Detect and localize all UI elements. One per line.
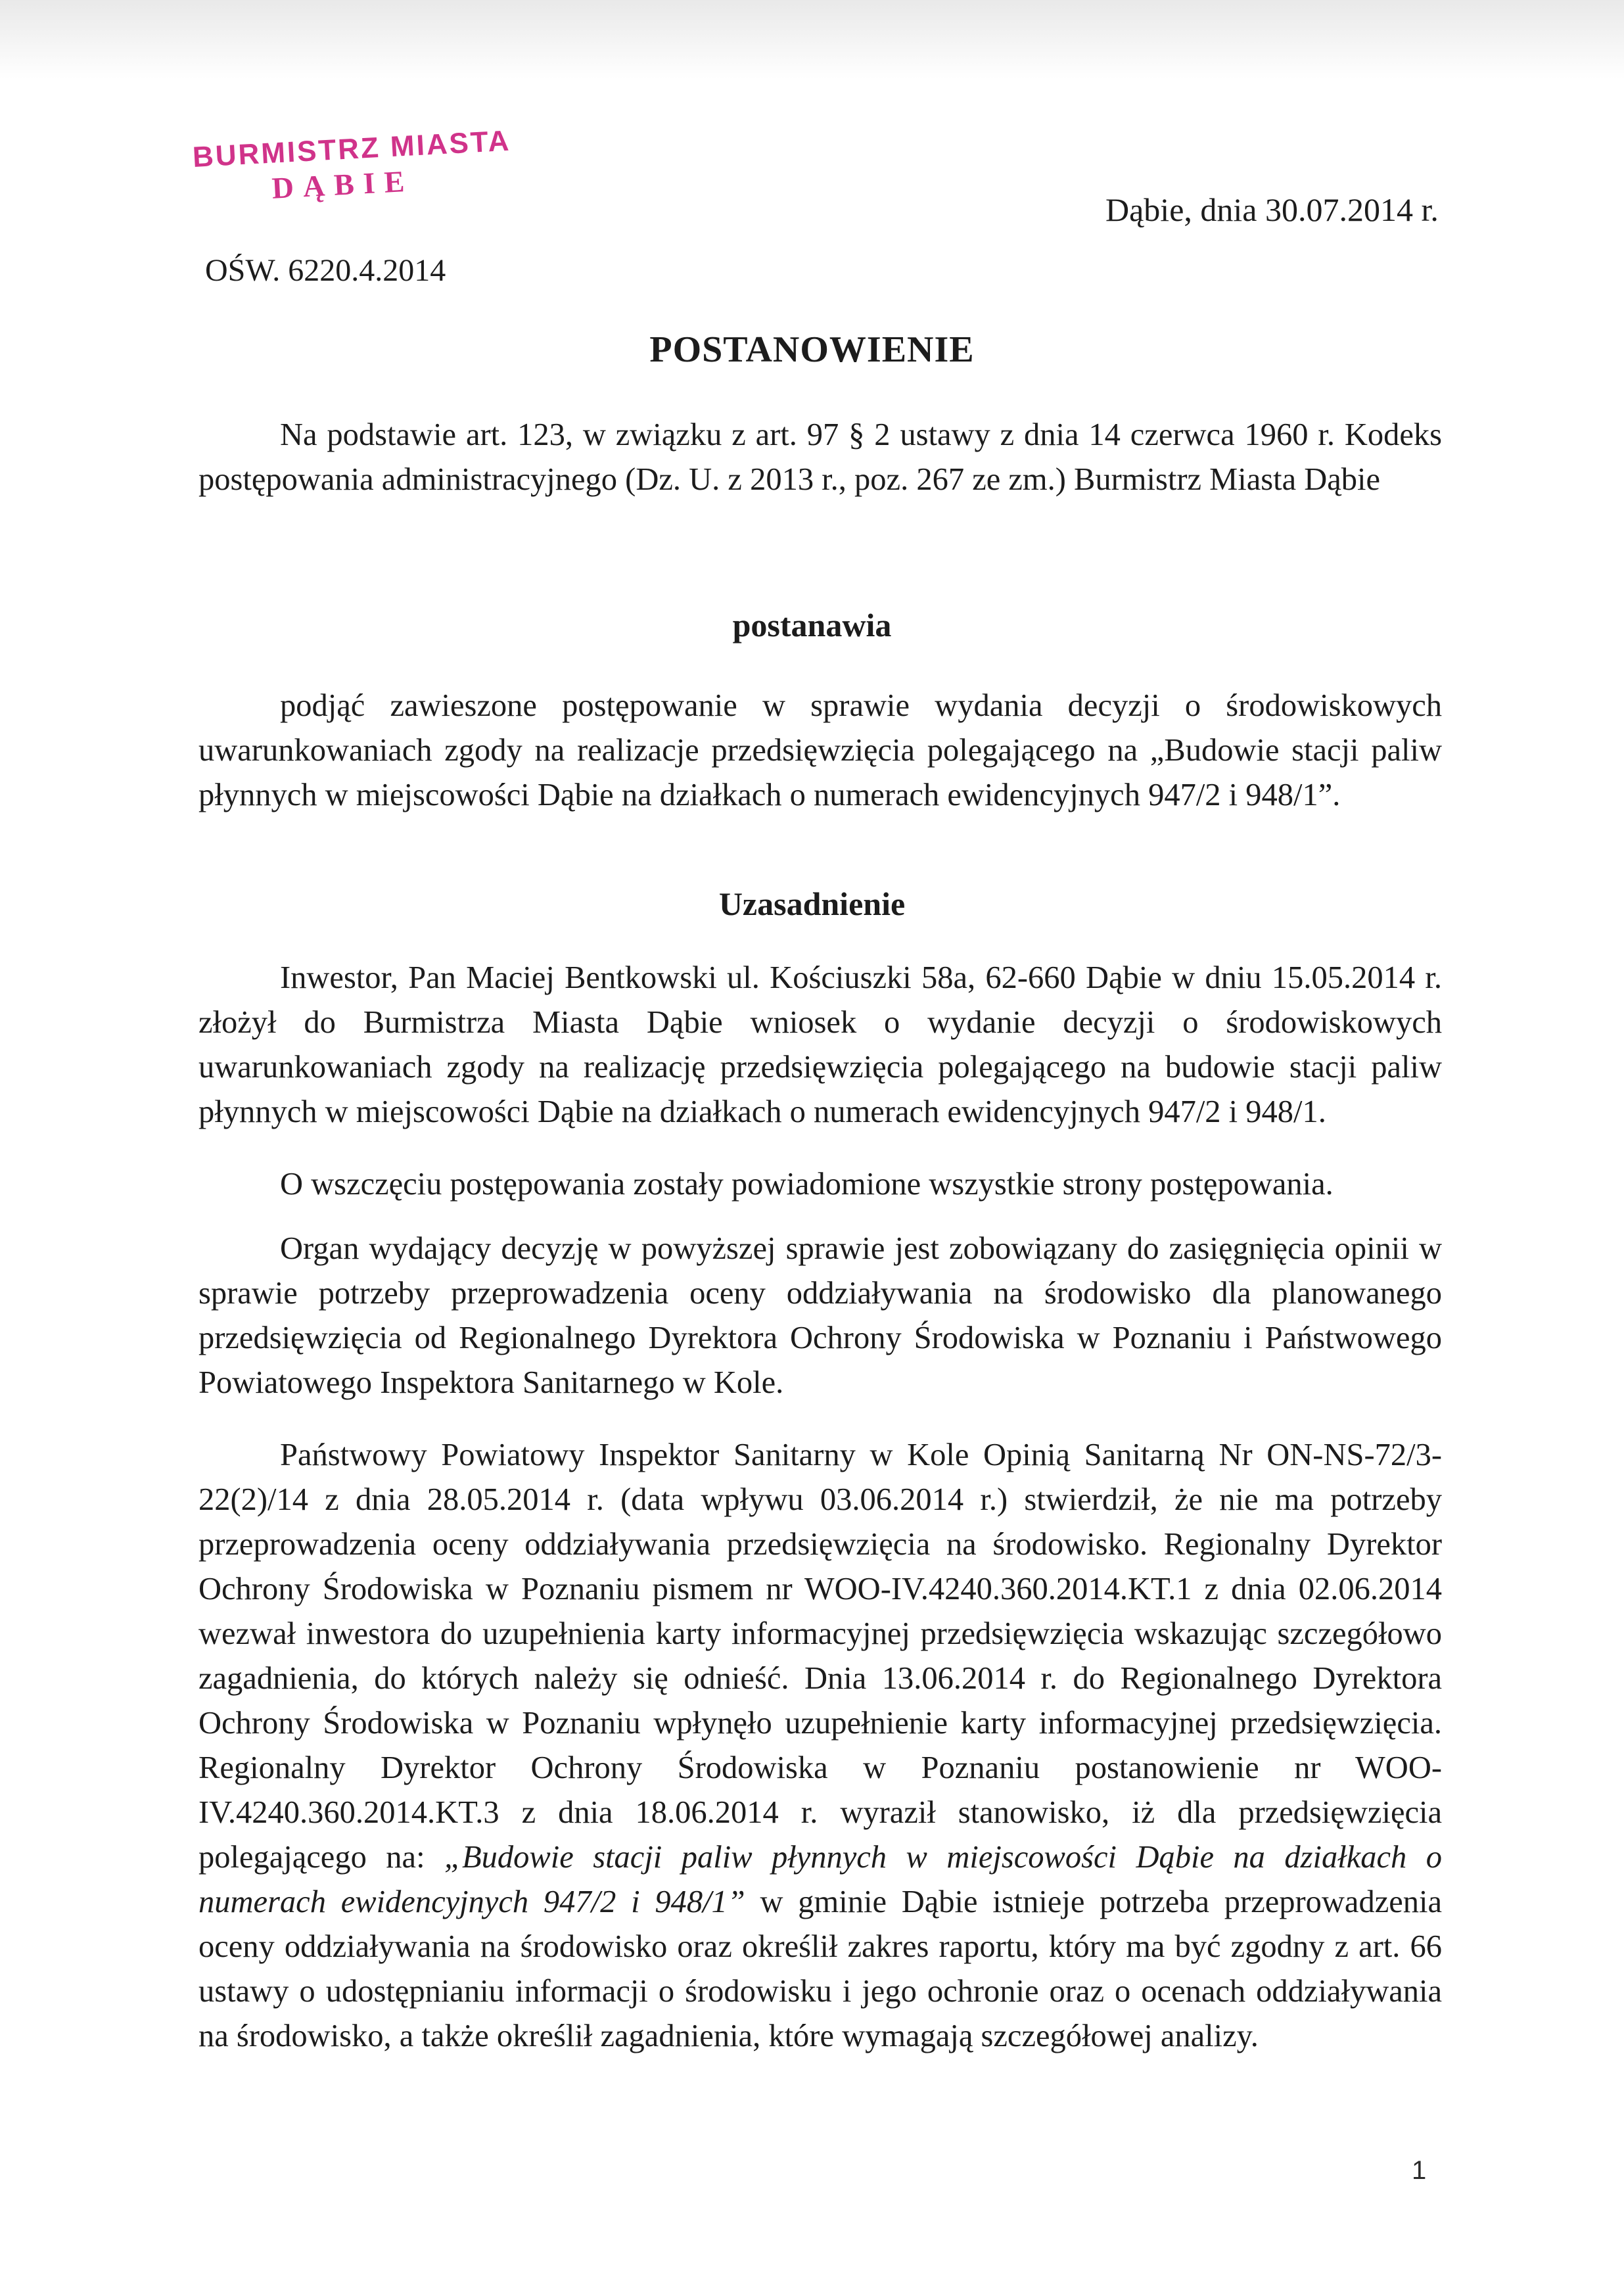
project-name-quote: „Budowie stacji paliw płynnych w miejscowości Dąbie na działkach o numerach ewidencyjnych 947/2 i 948/1”: [198, 1840, 1442, 1919]
decision-text: podjąć zawieszone postępowanie w sprawie wydania decyzji o środowiskowych uwarunkowaniach zgody na realizacje przedsięwzięcia polegającego na „Budowie stacji paliw płynnych w miejscowości Dąbie na działkach o numerach ewidencyjnych 947/2 i 948/1”.: [198, 688, 1442, 812]
decision-heading: postanawia: [732, 607, 892, 644]
intro-paragraph: [198, 413, 1442, 502]
paragraph-4-text-end: w gminie Dąbie istnieje potrzeba przeprowadzenia oceny oddziaływania na środowisko oraz określił zakres raportu, który ma być zgodny z art. 66 ustawy o udostępnianiu informacji o środowisku i jego ochronie oraz o ocenach oddziaływania na środowisko, a także określił zagadnienia, które wymagają szczegółowej analizy.: [198, 1885, 1443, 2053]
intro-text: Na podstawie art. 123, w związku z art. 97 § 2 ustawy z dnia 14 czerwca 1960 r. Kodeks postępowania administracyjnego (Dz. U. z 2013 r., poz. 267 ze zm.) Burmistrz Miasta Dąbie: [198, 417, 1442, 497]
justification-text-1: Inwestor, Pan Maciej Bentkowski ul. Kościuszki 58a, 62-660 Dąbie w dniu 15.05.2014 r. złożył do Burmistrza Miasta Dąbie wniosek o wydanie decyzji o środowiskowych uwarunkowaniach zgody na realizację przedsięwzięcia polegającego na budowie stacji paliw płynnych w miejscowości Dąbie na działkach o numerach ewidencyjnych 947/2 i 948/1.: [198, 960, 1442, 1129]
justification-paragraph-3: [198, 1227, 1442, 1405]
justification-paragraph-4: [198, 1433, 1442, 2059]
scan-edge: [0, 0, 1624, 79]
justification-text-3: Organ wydający decyzję w powyższej sprawie jest zobowiązany do zasięgnięcia opinii w sprawie potrzeby przeprowadzenia oceny oddziaływania na środowisko dla planowanego przedsięwzięcia od Regionalnego Dyrektora Ochrony Środowiska w Poznaniu i Państwowego Powiatowego Inspektora Sanitarnego w Kole.: [198, 1231, 1442, 1400]
document-date: Dąbie, dnia 30.07.2014 r.: [1105, 191, 1439, 228]
office-stamp: [191, 124, 513, 208]
paragraph-4-text-start: Państwowy Powiatowy Inspektor Sanitarny w Kole Opinią Sanitarną Nr ON-NS-72/3-22(2)/14 z dnia 28.05.2014 r. (data wpływu 03.06.2014 r.) stwierdził, że nie ma potrzeby przeprowadzenia oceny oddziaływania przedsięwzięcia na środowisko. Regionalny Dyrektor Ochrony Środowiska w Poznaniu pismem nr WOO-IV.4240.360.2014.KT.1 z dnia 02.06.2014 wezwał inwestora do uzupełnienia karty informacyjnej przedsięwzięcia wskazując szczegółowo zagadnienia, do których należy się odnieść. Dnia 13.06.2014 r. do Regionalnego Dyrektora Ochrony Środowiska w Poznaniu wpłynęło uzupełnienie karty informacyjnej przedsięwzięcia. Regionalny Dyrektor Ochrony Środowiska w Poznaniu postanowienie nr WOO-IV.4240.360.2014.KT.3 z dnia 18.06.2014 r. wyraził stanowisko, iż dla przedsięwzięcia polegającego na:: [198, 1438, 1442, 1875]
document-title: POSTANOWIENIE: [649, 329, 975, 370]
justification-paragraph-1: [198, 956, 1442, 1135]
stamp-line-2: DĄBIE: [271, 164, 415, 205]
stamp-line-1: BURMISTRZ MIASTA: [191, 124, 512, 174]
justification-text-2: O wszczęciu postępowania zostały powiadomione wszystkie strony postępowania.: [280, 1167, 1334, 1202]
page-number: 1: [1412, 2156, 1427, 2185]
reference-number: OŚW. 6220.4.2014: [205, 253, 446, 288]
justification-heading: Uzasadnienie: [718, 885, 906, 922]
justification-paragraph-2: [198, 1162, 1442, 1207]
decision-paragraph: [198, 684, 1442, 818]
